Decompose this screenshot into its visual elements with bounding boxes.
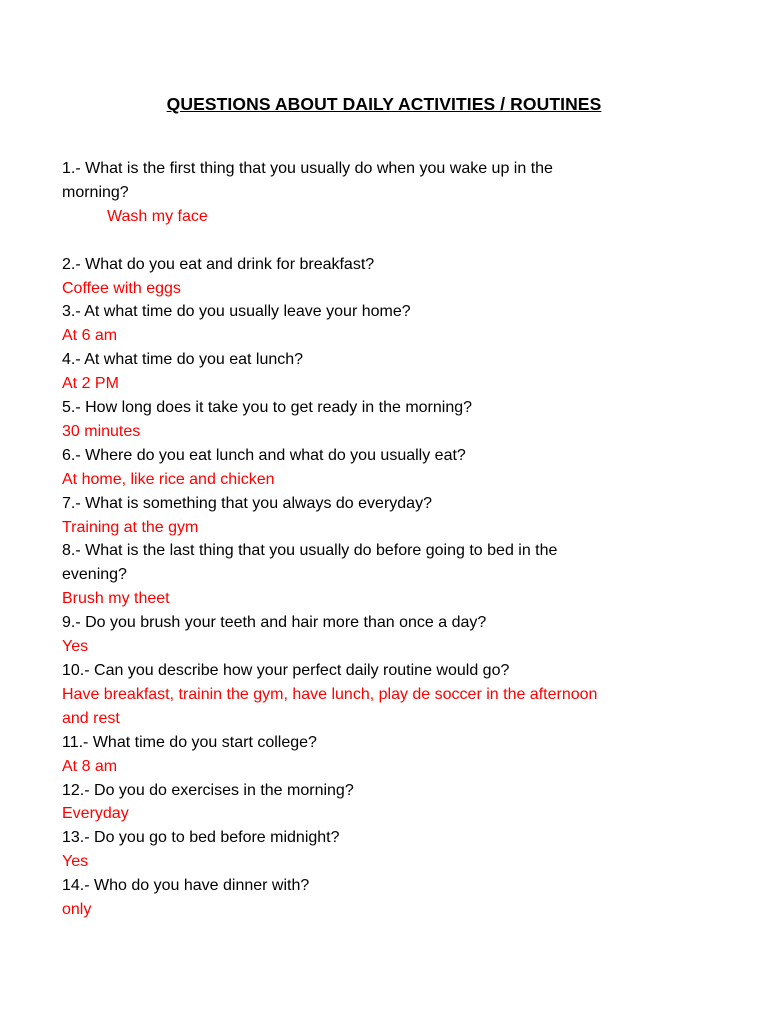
question-text: 2.- What do you eat and drink for breakfast? xyxy=(62,255,375,273)
question-text: 10.- Can you describe how your perfect daily routine would go? xyxy=(62,662,510,680)
question-text: 14.- Who do you have dinner with? xyxy=(62,877,310,895)
question-text: 5.- How long does it take you to get ready in the morning? xyxy=(62,399,473,417)
question-text: evening? xyxy=(62,566,127,584)
qa-item-4 xyxy=(62,348,702,396)
qa-item-10 xyxy=(62,659,702,731)
answer-text: At 2 PM xyxy=(62,375,119,393)
qa-item-11 xyxy=(62,731,702,779)
answer-text: only xyxy=(62,901,92,919)
answer-text: Everyday xyxy=(62,805,129,823)
question-text: 13.- Do you go to bed before midnight? xyxy=(62,829,340,847)
question-text: 8.- What is the last thing that you usually do before going to bed in the xyxy=(62,542,558,560)
answer-text: Coffee with eggs xyxy=(62,279,181,297)
answer-text: At 8 am xyxy=(62,757,118,775)
question-text: 7.- What is something that you always do everyday? xyxy=(62,494,432,512)
question-text: 9.- Do you brush your teeth and hair more than once a day? xyxy=(62,614,487,632)
question-text: 3.- At what time do you usually leave your home? xyxy=(62,303,411,321)
answer-text: Training at the gym xyxy=(62,518,199,536)
document-title: QUESTIONS ABOUT DAILY ACTIVITIES / ROUTINES xyxy=(166,94,602,114)
qa-item-7 xyxy=(62,492,702,540)
answer-text: At home, like rice and chicken xyxy=(62,470,275,488)
question-text: 4.- At what time do you eat lunch? xyxy=(62,351,304,369)
question-text: 11.- What time do you start college? xyxy=(62,733,317,751)
qa-list xyxy=(62,157,702,922)
qa-item-9 xyxy=(62,611,702,659)
question-text: 6.- Where do you eat lunch and what do you usually eat? xyxy=(62,446,466,464)
qa-item-2 xyxy=(62,253,702,301)
answer-text: At 6 am xyxy=(62,327,118,345)
answer-text: Yes xyxy=(62,638,89,656)
qa-item-13 xyxy=(62,826,702,874)
question-text: morning? xyxy=(62,183,129,201)
answer-text: Have breakfast, trainin the gym, have lunch, play de soccer in the afternoon xyxy=(62,685,598,703)
answer-text: Brush my theet xyxy=(62,590,170,608)
qa-item-8 xyxy=(62,539,702,611)
qa-item-14 xyxy=(62,874,702,922)
qa-item-5 xyxy=(62,396,702,444)
answer-text: 30 minutes xyxy=(62,422,141,440)
spacer xyxy=(62,229,702,253)
qa-item-6 xyxy=(62,444,702,492)
qa-item-12 xyxy=(62,779,702,827)
qa-item-1 xyxy=(62,157,702,229)
qa-item-3 xyxy=(62,300,702,348)
answer-text: and rest xyxy=(62,709,120,727)
question-text: 1.- What is the first thing that you usually do when you wake up in the xyxy=(62,160,553,177)
answer-text: Yes xyxy=(62,853,89,871)
answer-text: Wash my face xyxy=(107,207,208,225)
question-text: 12.- Do you do exercises in the morning? xyxy=(62,781,354,799)
